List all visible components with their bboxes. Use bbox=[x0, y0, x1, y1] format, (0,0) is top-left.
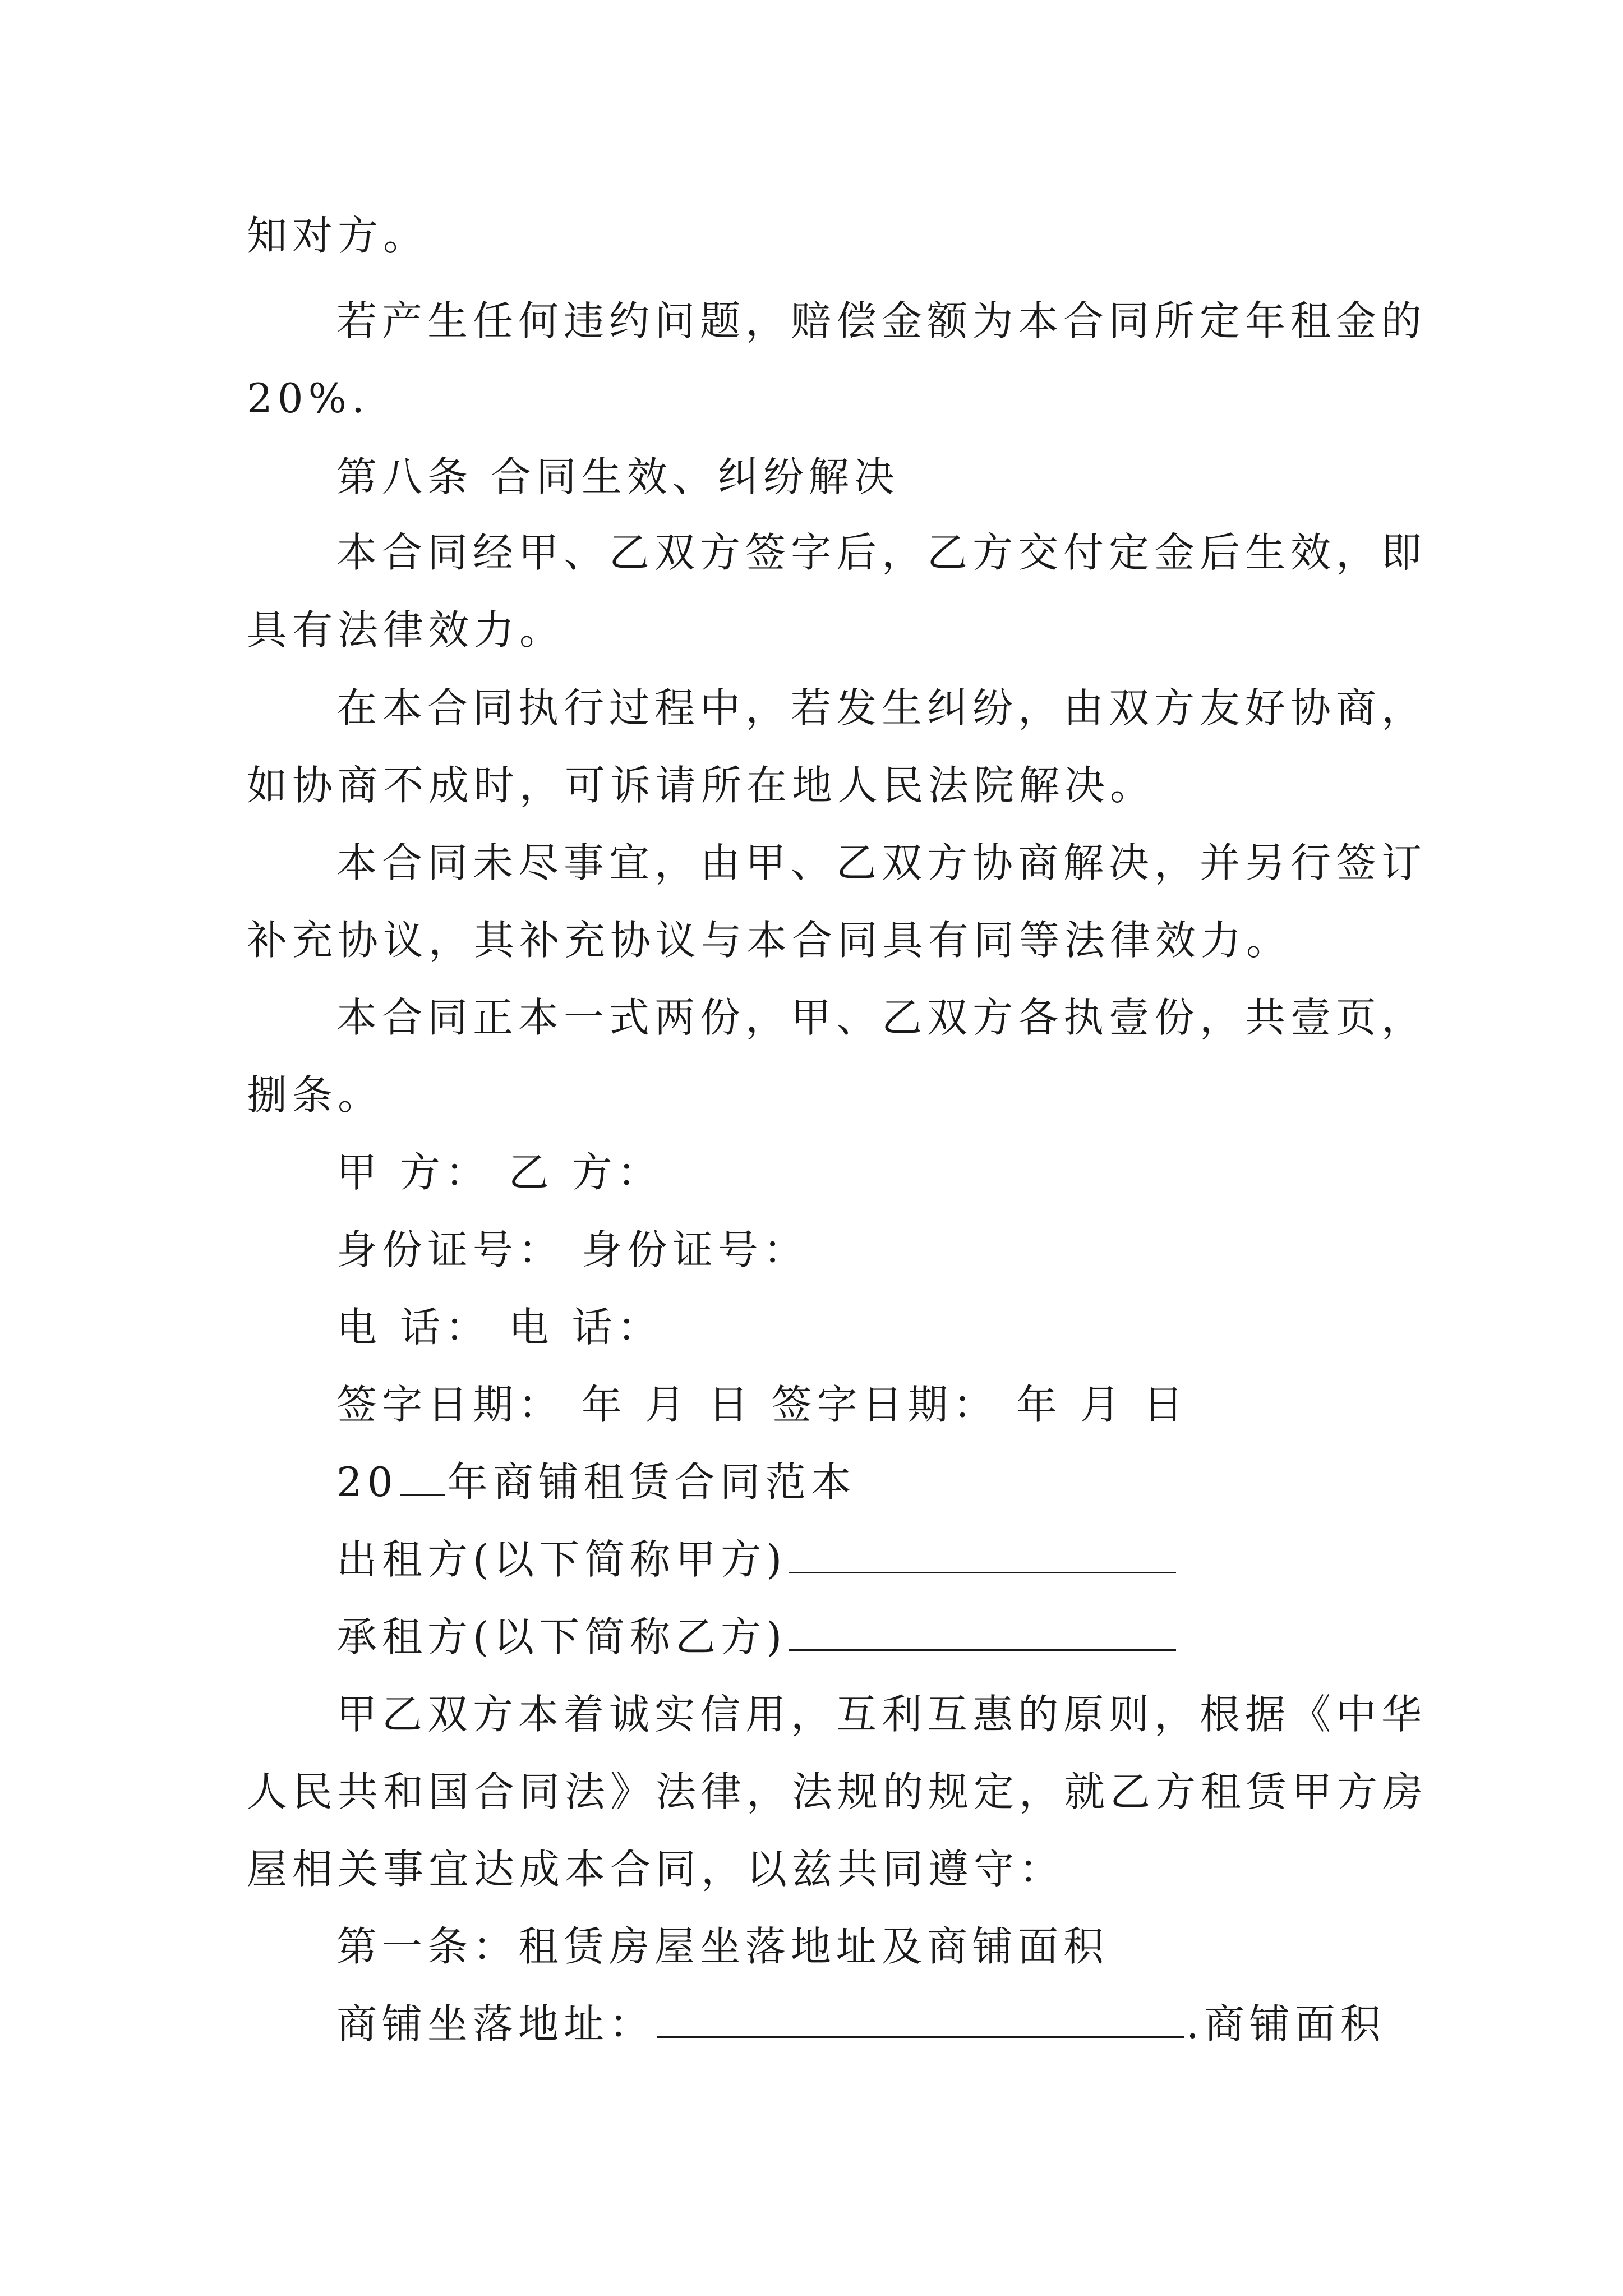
address-blank bbox=[657, 2003, 1184, 2038]
text-line: 本合同经甲、乙双方签字后，乙方交付定金后生效，即 bbox=[336, 529, 1427, 576]
address-label: 商铺坐落地址： bbox=[336, 2000, 655, 2047]
lessee-blank bbox=[789, 1616, 1176, 1651]
address-line bbox=[336, 1996, 1391, 2052]
text-line: 知对方。 bbox=[247, 212, 429, 259]
text-line: 人民共和国合同法》法律，法规的规定，就乙方租赁甲方房 bbox=[247, 1768, 1428, 1815]
section-heading: 第八条 合同生效、纠纷解决 bbox=[336, 453, 900, 500]
signature-phone-line: 电 话： 电 话： bbox=[336, 1304, 663, 1351]
signature-id-line: 身份证号： 身份证号： bbox=[336, 1226, 809, 1273]
year-blank bbox=[400, 1461, 445, 1496]
text-line: 本合同未尽事宜，由甲、乙双方协商解决，并另行签订 bbox=[336, 839, 1427, 886]
title-year-prefix: 20 bbox=[336, 1458, 398, 1506]
section-heading: 第一条：租赁房屋坐落地址及商铺面积 bbox=[336, 1923, 1109, 1970]
text-line: 具有法律效力。 bbox=[247, 606, 565, 654]
lessee-line bbox=[336, 1609, 1391, 1665]
lessee-label: 承租方(以下简称乙方) bbox=[336, 1613, 787, 1660]
document-title bbox=[336, 1454, 1391, 1510]
text-line: 本合同正本一式两份，甲、乙双方各执壹份，共壹页， bbox=[336, 994, 1427, 1041]
text-line: 屋相关事宜达成本合同，以兹共同遵守： bbox=[247, 1846, 1065, 1893]
text-line: 补充协议，其补充协议与本合同具有同等法律效力。 bbox=[247, 917, 1292, 964]
signature-party-line: 甲 方： 乙 方： bbox=[336, 1149, 663, 1196]
area-label: .商铺面积 bbox=[1186, 2000, 1386, 2047]
text-line: 如协商不成时，可诉请所在地人民法院解决。 bbox=[247, 762, 1156, 809]
text-line: 若产生任何违约问题，赔偿金额为本合同所定年租金的 bbox=[336, 297, 1427, 344]
text-line: 甲乙双方本着诚实信用，互利互惠的原则，根据《中华 bbox=[336, 1691, 1427, 1738]
lessor-label: 出租方(以下简称甲方) bbox=[336, 1536, 787, 1583]
lessor-line bbox=[336, 1531, 1391, 1588]
title-text: 年商铺租赁合同范本 bbox=[447, 1458, 856, 1506]
text-line: 在本合同执行过程中，若发生纠纷，由双方友好协商， bbox=[336, 684, 1427, 731]
signature-date-line: 签字日期： 年 月 日 签字日期： 年 月 日 bbox=[336, 1381, 1189, 1428]
lessor-blank bbox=[789, 1538, 1176, 1573]
text-line: 20%. bbox=[247, 375, 370, 422]
text-line: 捌条。 bbox=[247, 1071, 384, 1119]
